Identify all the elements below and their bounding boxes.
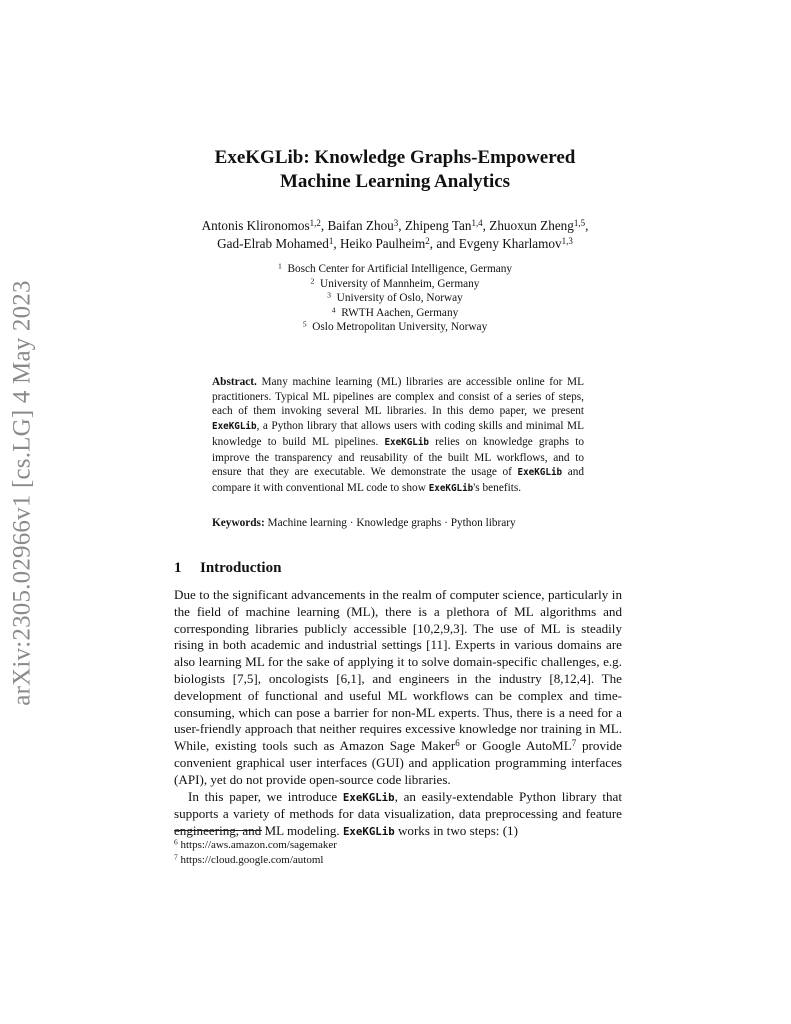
affiliation-list xyxy=(210,262,580,335)
keywords xyxy=(212,516,584,531)
paragraph: In this paper, we introduce ExeKGLib, an easily-extendable Python library that supports a variety of methods for data visualization, data preprocessing and feature engineering, and ML modeling. ExeKGLib works in two steps: (1) xyxy=(174,788,622,839)
author-name: Antonis Klironomos xyxy=(201,218,310,233)
author-name: Heiko Paulheim xyxy=(339,236,426,251)
affiliation: $^3$ University of Oslo, Norway xyxy=(327,290,463,305)
section-number: 1 xyxy=(174,560,182,576)
keywords-text: Machine learning · Knowledge graphs · Python library xyxy=(264,517,516,529)
paragraph: Due to the significant advancements in the realm of computer science, particularly in the field of machine learning (ML), there is a plethora of ML algorithms and corresponding libraries publicly accessible [10,2,9,3]. The use of ML is steadily rising in both academic and industrial settings [11]. Experts in various domains are also learning ML for the sake of applying it to solve domain-specific challenges, e.g. biologists [7,5], oncologists [6,1], and engineers in the industry [8,12,4]. The development of functional and useful ML workflows can be complex and time-consuming, which can pose a barrier for non-ML experts. Thus, there is a need for a user-friendly approach that neither requires excessive knowledge nor training in ML. While, existing tools such as Amazon Sage Maker$^6$ or Google AutoML$^7$ provide convenient graphical user interfaces (GUI) and application programming interfaces (API), yet do not provide open-source code libraries. xyxy=(174,587,622,787)
library-name: ExeKGLib xyxy=(342,825,395,839)
author-affil: 2 xyxy=(425,235,430,246)
affiliation: $^5$ Oslo Metropolitan University, Norway xyxy=(302,319,488,334)
author-affil: 3 xyxy=(393,217,399,228)
affiliation: $^4$ RWTH Aachen, Germany xyxy=(331,305,459,319)
title-line-1: ExeKGLib: Knowledge Graphs-Empowered xyxy=(214,147,576,168)
library-name: ExeKGLib xyxy=(384,436,430,448)
author-name: Baifan Zhou xyxy=(327,218,394,233)
author-name: Gad-Elrab Mohamed xyxy=(217,236,329,251)
introduction-body xyxy=(174,587,622,841)
section-title: Introduction xyxy=(200,560,282,576)
author-affil: 1,2 xyxy=(309,217,321,228)
author-affil: 1,3 xyxy=(561,235,573,246)
author-affil: 1,5 xyxy=(573,217,586,228)
arxiv-stamp xyxy=(1,268,45,718)
abstract: Abstract. Many machine learning (ML) libraries are accessible online for ML practitioners. Typical ML pipelines are complex and consist of a series of steps, each of them invoking several ML libraries. In this demo paper, we present ExeKGLib, a Python library that allows users with coding skills and minimal ML knowledge to build ML pipelines. ExeKGLib relies on knowledge graphs to improve the transparency and reusability of the built ML workflows, and to ensure that they are executable. We demonstrate the usage of ExeKGLib and compare it with conventional ML code to show ExeKGLib's benefits. xyxy=(212,376,585,494)
abstract-label: Abstract. xyxy=(212,376,257,388)
library-name: ExeKGLib xyxy=(428,482,474,494)
affiliation: $^1$ Bosch Center for Artificial Intelligence, Germany xyxy=(277,261,513,275)
paper-title xyxy=(160,146,630,194)
section-heading xyxy=(174,559,281,577)
library-name: ExeKGLib xyxy=(517,467,563,479)
author-list xyxy=(170,217,620,253)
footnote-link[interactable]: https://cloud.google.com/automl xyxy=(180,853,324,866)
footnotes xyxy=(174,838,337,867)
author-line-2: Gad-Elrab Mohamed$^1$, Heiko Paulheim$^2$, and Evgeny Kharlamov$^{1,3}$ xyxy=(217,235,573,251)
keywords-label: Keywords: xyxy=(212,517,265,529)
footnote-divider xyxy=(174,830,262,831)
author-line-1: Antonis Klironomos$^{1,2}$, Baifan Zhou$^3$, Zhipeng Tan$^{1,4}$, Zhuoxun Zheng$^{1,5}$, xyxy=(201,217,589,233)
arxiv-stamp-text: arXiv:2305.02966v1 [cs.LG] 4 May 2023 xyxy=(9,280,36,706)
author-affil: 1,4 xyxy=(471,217,483,228)
library-name: ExeKGLib xyxy=(212,421,257,433)
author-name: Evgeny Kharlamov xyxy=(458,236,562,251)
footnote-marker: 7 xyxy=(571,738,577,749)
footnote-marker: 6 xyxy=(455,738,460,749)
author-affil: 1 xyxy=(328,235,334,246)
title-line-2: Machine Learning Analytics xyxy=(279,171,511,192)
library-name: ExeKGLib xyxy=(342,790,395,804)
footnote: $^7$ https://cloud.google.com/automl xyxy=(174,852,324,866)
footnote-link[interactable]: https://aws.amazon.com/sagemaker xyxy=(180,839,337,851)
author-name: Zhipeng Tan xyxy=(404,218,472,233)
author-name: Zhuoxun Zheng xyxy=(489,218,574,233)
affiliation: $^2$ University of Mannheim, Germany xyxy=(310,276,480,290)
footnote: $^6$ https://aws.amazon.com/sagemaker xyxy=(174,837,337,851)
